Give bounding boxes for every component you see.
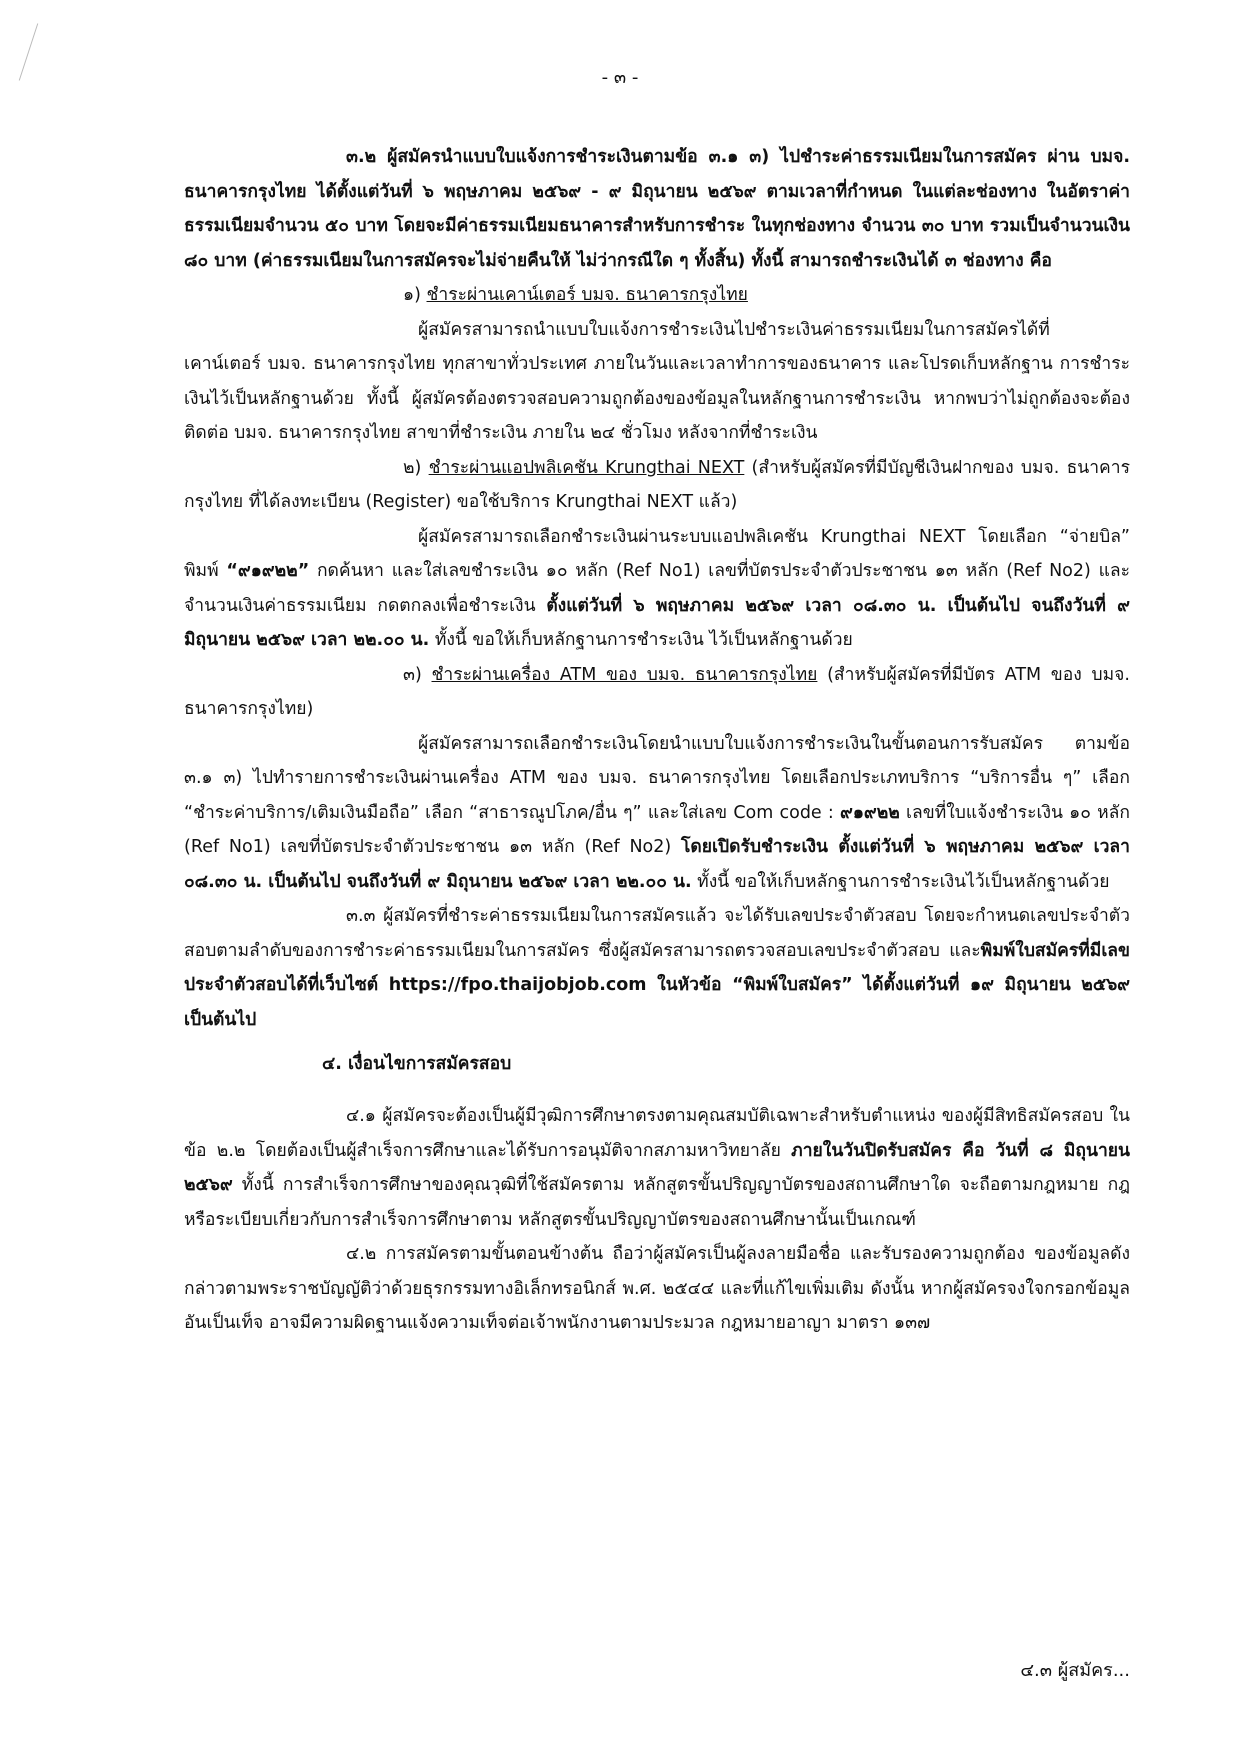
item-3-body-a: ผู้สมัครสามารถเลือกชำระเงินโดยนำแบบใบแจ้งการชำระเงินในขั้นตอนการรับสมัคร ตามข้อ ๓.๑ ๓) ไปทำรายการชำระเงินผ่านเครื่อง ATM ของ บมจ. ธนาคารกรุงไทย โดยเลือกประเภทบริการ “บริการอื่น ๆ” เลือก “ชำระค่าบริการ/เติมเงินมือถือ” เลือก “สาธารณูปโภค/อื่น ๆ” และใส่เลข Com code : (184, 733, 1130, 823)
item-2-body-a: ผู้สมัครสามารถเลือกชำระเงินผ่านระบบแอปพลิเคชัน Krungthai NEXT โดยเลือก “จ่ายบิล” พิมพ์ (184, 526, 1130, 581)
item-2-body-b: กดค้นหา และใส่เลขชำระเงิน ๑๐ หลัก (Ref No1) เลขที่บัตรประจำตัวประชาชน ๑๓ หลัก (Ref No2) และจำนวนเงินค่าธรรมเนียม กดตกลงเพื่อชำระเงิน (184, 561, 1131, 616)
item-3-code: ๙๑๙๒๒ (840, 802, 900, 823)
item-2-period: ตั้งแต่วันที่ ๖ พฤษภาคม ๒๕๖๙ เวลา ๐๘.๓๐ น. เป็นต้นไป จนถึงวันที่ ๙ มิถุนายน ๒๕๖๙ เวลา ๒๒.๐๐ น. (184, 595, 1130, 650)
item-1-title: ชำระผ่านเคาน์เตอร์ บมจ. ธนาคารกรุงไทย (426, 285, 748, 305)
paragraph-4-1-a: ๔.๑ ผู้สมัครจะต้องเป็นผู้มีวุฒิการศึกษาตรงตามคุณสมบัติเฉพาะสำหรับตำแหน่ง ของผู้มีสิทธิสมัครสอบ ในข้อ ๒.๒ โดยต้องเป็นผู้สำเร็จการศึกษาและได้รับการอนุมัติจากสภามหาวิทยาลัย (184, 1106, 1130, 1161)
item-1-body: ผู้สมัครสามารถนำแบบใบแจ้งการชำระเงินไปชำระเงินค่าธรรมเนียมในการสมัครได้ที่ เคาน์เตอร์ บมจ. ธนาคารกรุงไทย ทุกสาขาทั่วประเทศ ภายในวันและเวลาทำการของธนาคาร และโปรดเก็บหลักฐาน การชำระเงินไว้เป็นหลักฐานด้วย ทั้งนี้ ผู้สมัครต้องตรวจสอบความถูกต้องของข้อมูลในหลักฐานการชำระเงิน หากพบว่าไม่ถูกต้องจะต้องติดต่อ บมจ. ธนาคารกรุงไทย สาขาที่ชำระเงิน ภายใน ๒๔ ชั่วโมง หลังจากที่ชำระเงิน (184, 319, 1130, 443)
page-number: - ๓ - (601, 67, 639, 88)
paragraph-3-3-b: พิมพ์ใบสมัครที่มีเลขประจำตัวสอบได้ที่เว็บไซต์ https://fpo.thaijobjob.com ในหัวข้อ “พิมพ์ใบสมัคร” ได้ตั้งแต่วันที่ ๑๙ มิถุนายน ๒๕๖๙ เป็นต้นไป (184, 940, 1130, 1030)
item-2-body (184, 520, 1130, 658)
document-body (184, 140, 1130, 1341)
paragraph-3-2: ๓.๒ ผู้สมัครนำแบบใบแจ้งการชำระเงินตามข้อ ๓.๑ ๓) ไปชำระค่าธรรมเนียมในการสมัคร ผ่าน บมจ. ธนาคารกรุงไทย ได้ตั้งแต่วันที่ ๖ พฤษภาคม ๒๕๖๙ - ๙ มิถุนายน ๒๕๖๙ ตามเวลาที่กำหนด ในแต่ละช่องทาง ในอัตราค่าธรรมเนียมจำนวน ๕๐ บาท โดยจะมีค่าธรรมเนียมธนาคารสำหรับการชำระ ในทุกช่องทาง จำนวน ๓๐ บาท รวมเป็นจำนวนเงิน ๘๐ บาท (ค่าธรรมเนียมในการสมัครจะไม่จ่ายคืนให้ ไม่ว่ากรณีใด ๆ ทั้งสิ้น) ทั้งนี้ สามารถชำระเงินได้ ๓ ช่องทาง คือ (184, 147, 1130, 271)
paragraph-4-1-b: ภายในวันปิดรับสมัคร คือ วันที่ ๘ มิถุนายน ๒๕๖๙ (184, 1140, 1130, 1195)
item-3-body-c: ทั้งนี้ ขอให้เก็บหลักฐานการชำระเงินไว้เป็นหลักฐานด้วย (691, 871, 1110, 892)
item-2-heading (184, 451, 1130, 520)
item-2-code: “๙๑๙๒๒” (226, 561, 310, 581)
paragraph-4-1-c: ทั้งนี้ การสำเร็จการศึกษาของคุณวุฒิที่ใช้สมัครตาม หลักสูตรขั้นปริญญาบัตรของสถานศึกษาใด จะถือตามกฎหมาย กฎหรือระเบียบเกี่ยวกับการสำเร็จการศึกษาตาม หลักสูตรขั้นปริญญาบัตรของสถานศึกษานั้นเป็นเกณฑ์ (184, 1175, 1130, 1230)
paragraph-3-3-a: ๓.๓ ผู้สมัครที่ชำระค่าธรรมเนียมในการสมัครแล้ว จะได้รับเลขประจำตัวสอบ โดยจะกำหนดเลขประจำตัวสอบตามลำดับของการชำระค่าธรรมเนียมในการสมัคร ซึ่งผู้สมัครสามารถตรวจสอบเลขประจำตัวสอบ และ (184, 906, 1130, 961)
section-4-heading: ๔. เงื่อนไขการสมัครสอบ (322, 1054, 512, 1074)
item-3-title-suffix: (สำหรับผู้สมัครที่มีบัตร ATM ของ บมจ. ธนาคารกรุงไทย) (184, 664, 1130, 719)
item-2-title-suffix: (สำหรับผู้สมัครที่มีบัญชีเงินฝากของ บมจ. ธนาคารกรุงไทย ที่ได้ลงทะเบียน (Register) ขอใช้บริการ Krungthai NEXT แล้ว) (184, 457, 1130, 512)
item-2-body-c: ทั้งนี้ ขอให้เก็บหลักฐานการชำระเงิน ไว้เป็นหลักฐานด้วย (429, 630, 853, 650)
item-2-title: ชำระผ่านแอปพลิเคชัน Krungthai NEXT (428, 457, 745, 478)
continuation-text: ๔.๓ ผู้สมัคร... (1020, 1660, 1130, 1681)
paragraph-3-3 (184, 899, 1130, 1037)
paragraph-4-1 (184, 1099, 1130, 1237)
paragraph-4-2: ๔.๒ การสมัครตามขั้นตอนข้างต้น ถือว่าผู้สมัครเป็นผู้ลงลายมือชื่อ และรับรองความถูกต้อง ของข้อมูลดังกล่าวตามพระราชบัญญัติว่าด้วยธุรกรรมทางอิเล็กทรอนิกส์ พ.ศ. ๒๕๔๔ และที่แก้ไขเพิ่มเติม ดังนั้น หากผู้สมัครจงใจกรอกข้อมูลอันเป็นเท็จ อาจมีความผิดฐานแจ้งความเท็จต่อเจ้าพนักงานตามประมวล กฎหมายอาญา มาตรา ๑๓๗ (184, 1244, 1130, 1333)
item-3-heading (184, 658, 1130, 727)
item-3-body-b: เลขที่ใบแจ้งชำระเงิน ๑๐ หลัก (Ref No1) เลขที่บัตรประจำตัวประชาชน ๑๓ หลัก (Ref No2) (184, 802, 1130, 857)
item-3-period: โดยเปิดรับชำระเงิน ตั้งแต่วันที่ ๖ พฤษภาคม ๒๕๖๙ เวลา ๐๘.๓๐ น. เป็นต้นไป จนถึงวันที่ ๙ มิถุนายน ๒๕๖๙ เวลา ๒๒.๐๐ น. (184, 837, 1130, 892)
item-2-number: ๒) (403, 457, 422, 478)
item-3-title: ชำระผ่านเครื่อง ATM ของ บมจ. ธนาคารกรุงไทย (431, 664, 818, 685)
item-3-body (184, 727, 1130, 900)
item-1-heading (184, 278, 1130, 313)
item-3-number: ๓) (403, 664, 422, 685)
item-1-number: ๑) (403, 285, 421, 305)
